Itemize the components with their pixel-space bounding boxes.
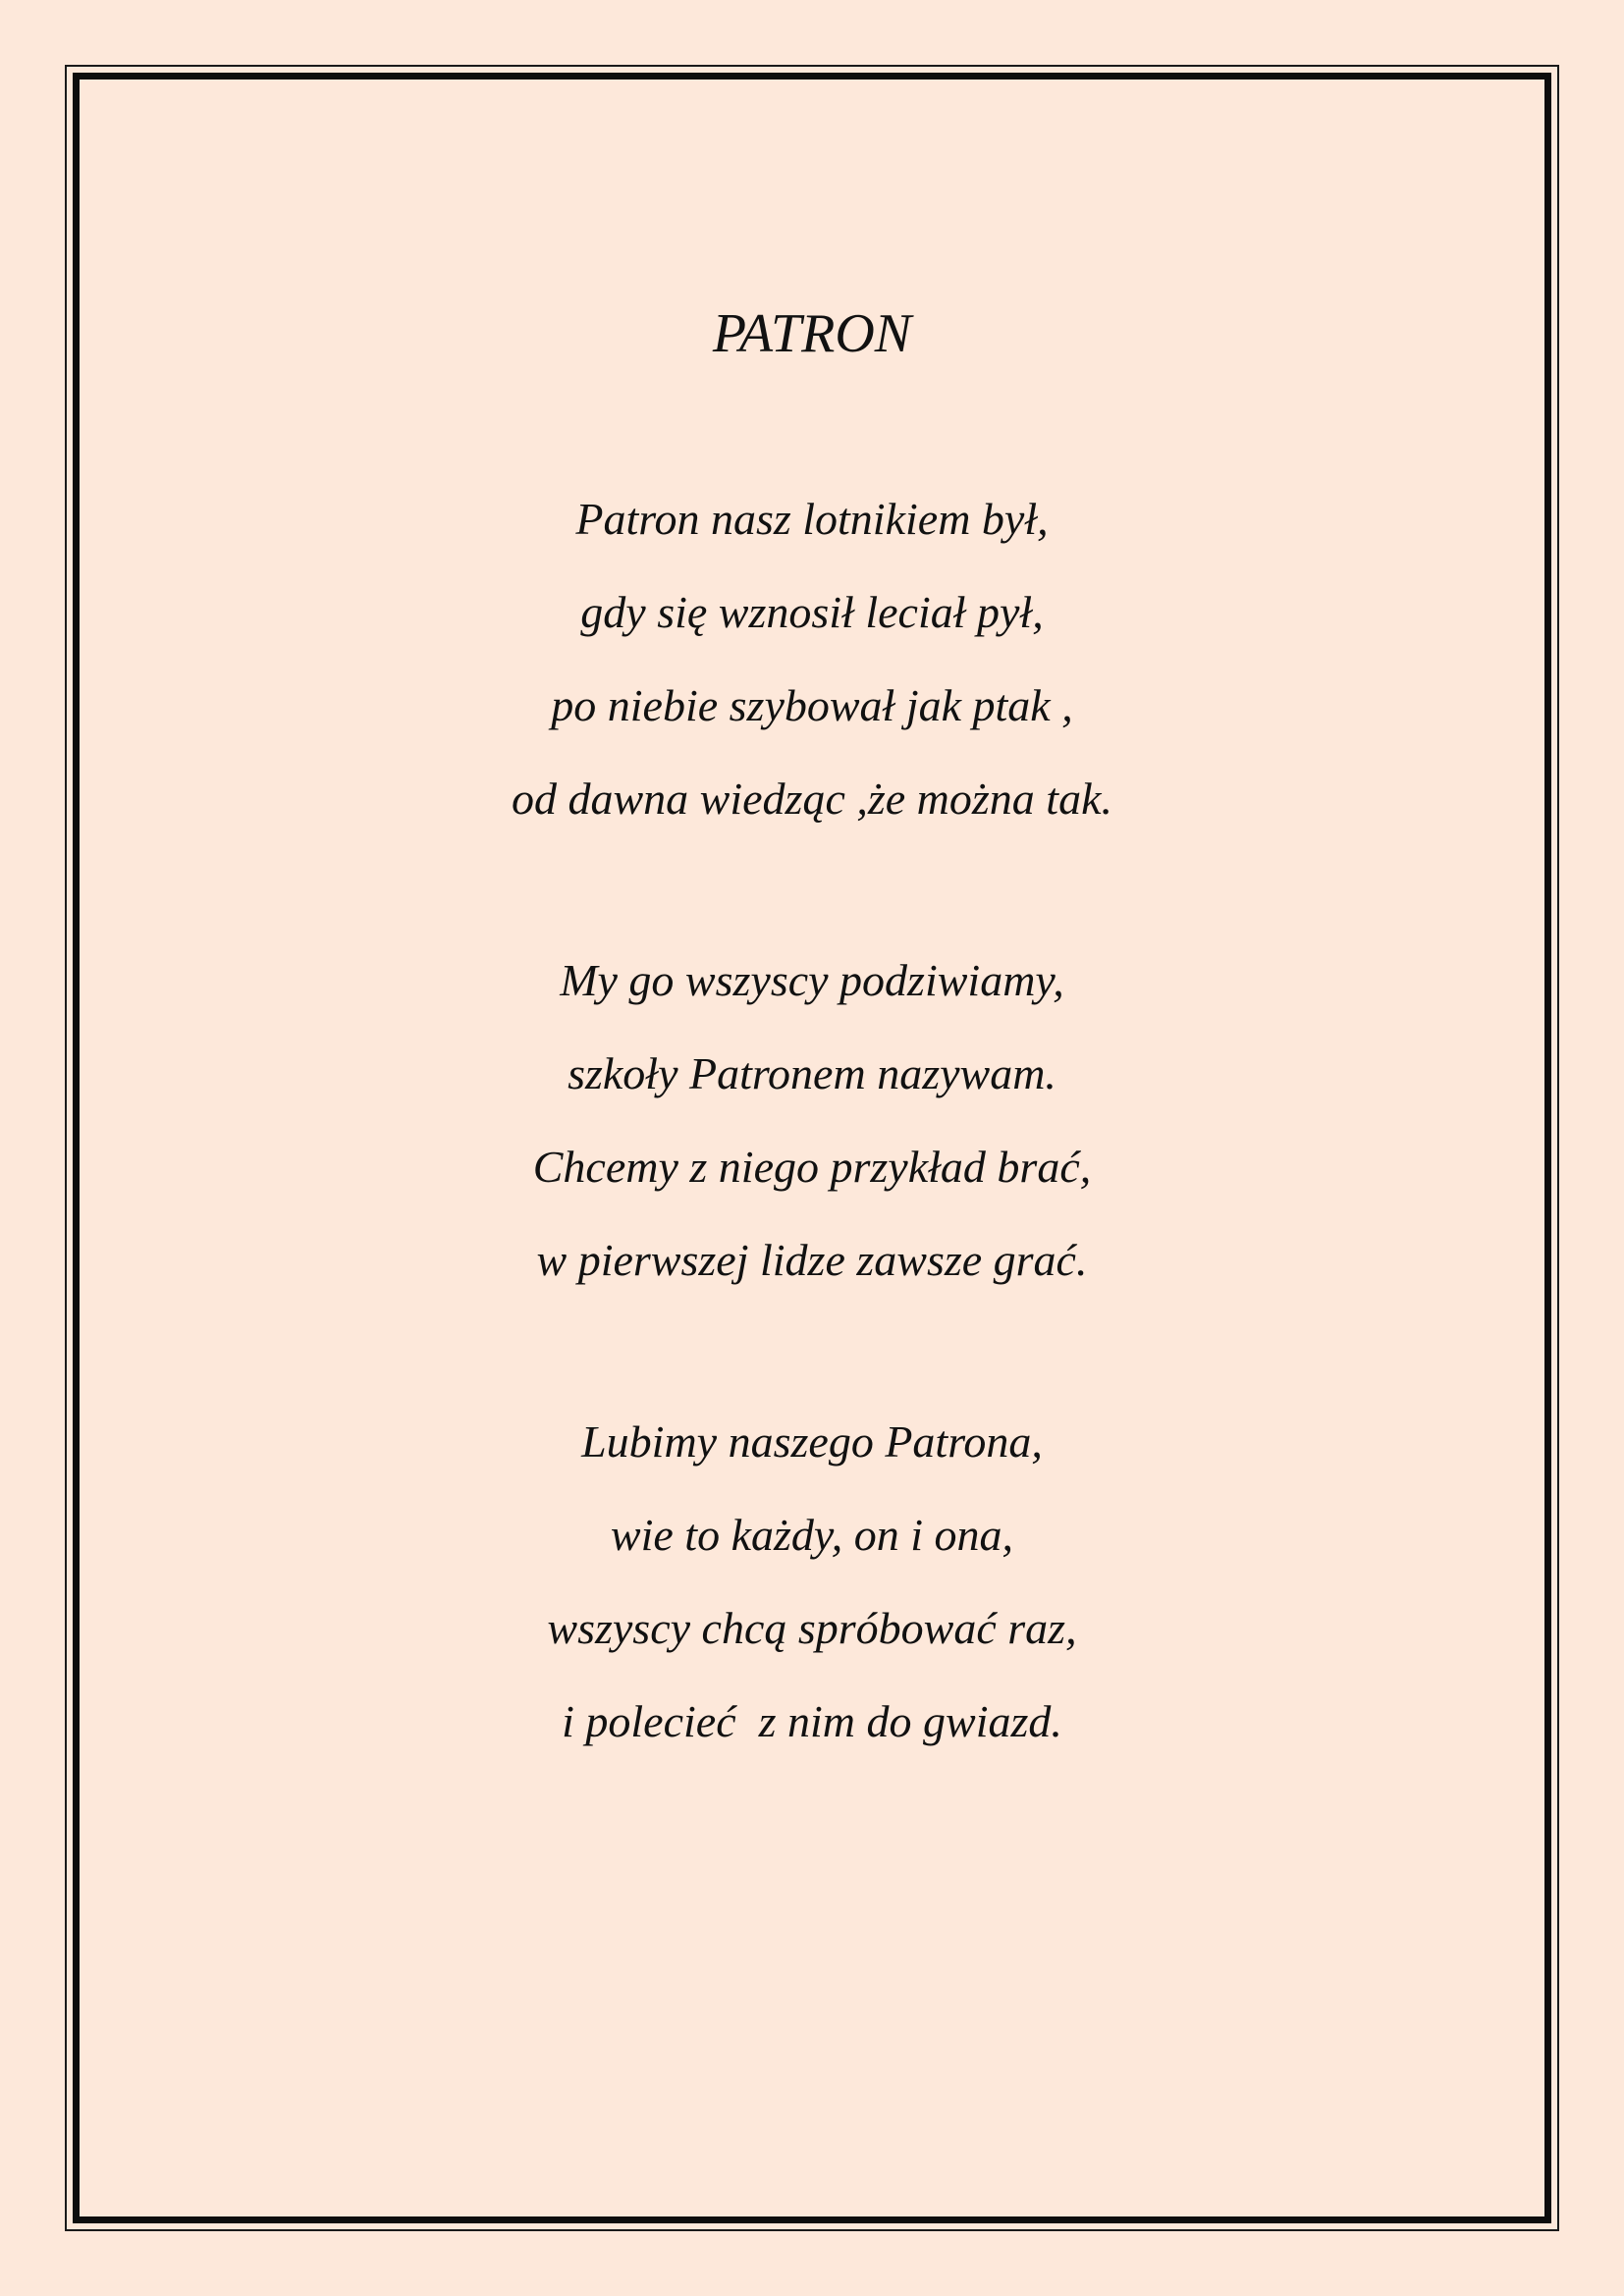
poem-title: PATRON — [712, 303, 912, 364]
poem-line: gdy się wznosił leciał pył, — [580, 587, 1044, 637]
poem-line: od dawna wiedząc ,że można tak. — [511, 774, 1112, 824]
poem-line: i polecieć z nim do gwiazd. — [562, 1696, 1062, 1746]
poem-line: My go wszyscy podziwiamy, — [560, 955, 1064, 1005]
poem-line: wie to każdy, on i ona, — [610, 1510, 1014, 1560]
poem-line: po niebie szybował jak ptak , — [551, 680, 1073, 730]
poem-line: Chcemy z niego przykład brać, — [532, 1142, 1092, 1192]
poem-line: wszyscy chcą spróbować raz, — [547, 1603, 1077, 1653]
poem-line: w pierwszej lidze zawsze grać. — [536, 1235, 1088, 1285]
poem-line: szkoły Patronem nazywam. — [568, 1048, 1056, 1098]
poem-line: Patron nasz lotnikiem był, — [575, 494, 1049, 544]
poem-line: Lubimy naszego Patrona, — [581, 1416, 1043, 1467]
